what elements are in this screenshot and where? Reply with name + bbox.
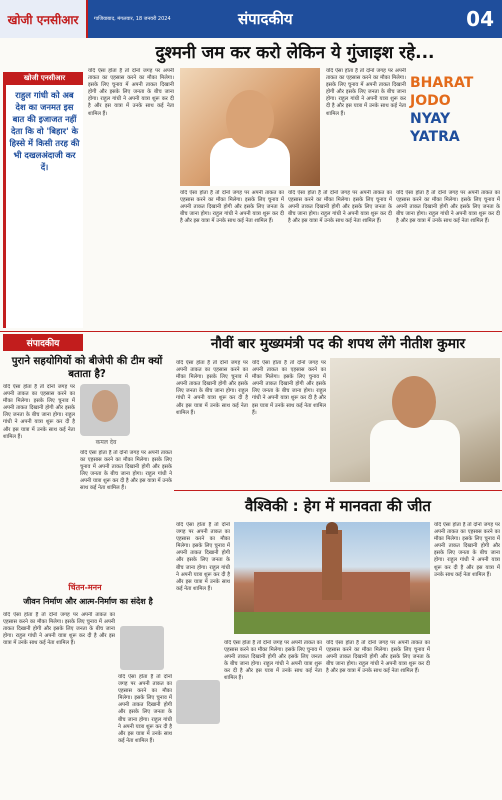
editorial-title: पुराने सहयोगियों को बीजेपी की टीम क्यों बताता है? [11, 356, 163, 380]
vaishviki-column: यदि ऐसा होता है तो दोनों जगह पर अपनी ताकत का एहसास करने का मौका मिलेगा। इसके लिए चुनाव में अपनी ताकत दिखानी होगी और इसके लिए जनता के बीच जाना होगा। राहुल गांधी ने अपनी यात्रा शुरू कर दी है और इस यात्रा में उनके साथ कई नेता शामिल हैं। [176, 522, 230, 592]
divider [174, 490, 502, 491]
vaishviki-column: यदि ऐसा होता है तो दोनों जगह पर अपनी ताकत का एहसास करने का मौका मिलेगा। इसके लिए चुनाव में अपनी ताकत दिखानी होगी और इसके लिए जनता के बीच जाना होगा। राहुल गांधी ने अपनी यात्रा शुरू कर दी है और इस यात्रा में उनके साथ कई नेता शामिल हैं। [326, 640, 430, 675]
bharat-jodo-nyay-yatra-logo: BHARAT JODO NYAY YATRA [410, 75, 474, 145]
main-headline: दुश्मनी जम कर करो लेकिन ये गुंजाइश रहे... [155, 43, 435, 63]
author-photo [176, 680, 220, 724]
chintan-column: यदि ऐसा होता है तो दोनों जगह पर अपनी ताकत का एहसास करने का मौका मिलेगा। इसके लिए चुनाव में अपनी ताकत दिखानी होगी और इसके लिए जनता के बीच जाना होगा। राहुल गांधी ने अपनी यात्रा शुरू कर दी है और इस यात्रा में उनके साथ कई नेता शामिल हैं। [118, 674, 172, 744]
author-photo [120, 626, 164, 670]
divider [0, 331, 502, 332]
chintan-title: जीवन निर्माण और आत्म-निर्माण का संदेश है [23, 597, 153, 606]
vaishviki-column: यदि ऐसा होता है तो दोनों जगह पर अपनी ताकत का एहसास करने का मौका मिलेगा। इसके लिए चुनाव में अपनी ताकत दिखानी होगी और इसके लिए जनता के बीच जाना होगा। राहुल गांधी ने अपनी यात्रा शुरू कर दी है और इस यात्रा में उनके साथ कई नेता शामिल हैं। [224, 640, 322, 682]
sidebar-text: राहुल गांधी को अब देश का जनमत इस बात की इजाजत नहीं देता कि वो 'बिहार' के हिस्से में किसी तरह की भी दखलअंदाजी कर दें। [9, 90, 80, 172]
story-column: यदि ऐसा होता है तो दोनों जगह पर अपनी ताकत का एहसास करने का मौका मिलेगा। इसके लिए चुनाव में अपनी ताकत दिखानी होगी और इसके लिए जनता के बीच जाना होगा। राहुल गांधी ने अपनी यात्रा शुरू कर दी है और इस यात्रा में उनके साथ कई नेता शामिल हैं। [180, 190, 284, 225]
page-number: 04 [466, 7, 494, 31]
chintan-tag: चिंतन-मनन [68, 583, 102, 592]
nitish-column: यदि ऐसा होता है तो दोनों जगह पर अपनी ताकत का एहसास करने का मौका मिलेगा। इसके लिए चुनाव में अपनी ताकत दिखानी होगी और इसके लिए जनता के बीच जाना होगा। राहुल गांधी ने अपनी यात्रा शुरू कर दी है और इस यात्रा में उनके साथ कई नेता शामिल हैं। [252, 360, 326, 416]
section-title: संपादकीय [238, 10, 293, 28]
paper-logo: खोजी एनसीआर [0, 0, 88, 38]
main-story [88, 68, 500, 330]
vaishviki-headline: वैश्विकी : हेग में मानवता की जीत [245, 497, 431, 515]
peace-palace-photo [234, 522, 430, 634]
story-column: यदि ऐसा होता है तो दोनों जगह पर अपनी ताकत का एहसास करने का मौका मिलेगा। इसके लिए चुनाव में अपनी ताकत दिखानी होगी और इसके लिए जनता के बीच जाना होगा। राहुल गांधी ने अपनी यात्रा शुरू कर दी है और इस यात्रा में उनके साथ कई नेता शामिल हैं। [396, 190, 500, 225]
author-name: कमल देव [95, 439, 117, 446]
rahul-photo [180, 68, 320, 186]
vaishviki-column: यदि ऐसा होता है तो दोनों जगह पर अपनी ताकत का एहसास करने का मौका मिलेगा। इसके लिए चुनाव में अपनी ताकत दिखानी होगी और इसके लिए जनता के बीच जाना होगा। राहुल गांधी ने अपनी यात्रा शुरू कर दी है और इस यात्रा में उनके साथ कई नेता शामिल हैं। [434, 522, 500, 578]
nitish-photo [330, 358, 500, 482]
page-header [0, 0, 502, 38]
nitish-column: यदि ऐसा होता है तो दोनों जगह पर अपनी ताकत का एहसास करने का मौका मिलेगा। इसके लिए चुनाव में अपनी ताकत दिखानी होगी और इसके लिए जनता के बीच जाना होगा। राहुल गांधी ने अपनी यात्रा शुरू कर दी है और इस यात्रा में उनके साथ कई नेता शामिल हैं। [176, 360, 248, 416]
author-photo [80, 384, 130, 436]
sidebar-box [3, 72, 83, 328]
chintan-column: यदि ऐसा होता है तो दोनों जगह पर अपनी ताकत का एहसास करने का मौका मिलेगा। इसके लिए चुनाव में अपनी ताकत दिखानी होगी और इसके लिए जनता के बीच जाना होगा। राहुल गांधी ने अपनी यात्रा शुरू कर दी है और इस यात्रा में उनके साथ कई नेता शामिल हैं। [3, 612, 115, 647]
editorial-column: यदि ऐसा होता है तो दोनों जगह पर अपनी ताकत का एहसास करने का मौका मिलेगा। इसके लिए चुनाव में अपनी ताकत दिखानी होगी और इसके लिए जनता के बीच जाना होगा। राहुल गांधी ने अपनी यात्रा शुरू कर दी है और इस यात्रा में उनके साथ कई नेता शामिल हैं। [3, 384, 75, 440]
nitish-headline: नौवीं बार मुख्यमंत्री पद की शपथ लेंगे नीतीश कुमार [210, 336, 466, 352]
editorial-column: यदि ऐसा होता है तो दोनों जगह पर अपनी ताकत का एहसास करने का मौका मिलेगा। इसके लिए चुनाव में अपनी ताकत दिखानी होगी और इसके लिए जनता के बीच जाना होगा। राहुल गांधी ने अपनी यात्रा शुरू कर दी है और इस यात्रा में उनके साथ कई नेता शामिल हैं। [80, 450, 172, 492]
story-column: यदि ऐसा होता है तो दोनों जगह पर अपनी ताकत का एहसास करने का मौका मिलेगा। इसके लिए चुनाव में अपनी ताकत दिखानी होगी और इसके लिए जनता के बीच जाना होगा। राहुल गांधी ने अपनी यात्रा शुरू कर दी है और इस यात्रा में उनके साथ कई नेता शामिल हैं। [288, 190, 392, 225]
story-column: यदि ऐसा होता है तो दोनों जगह पर अपनी ताकत का एहसास करने का मौका मिलेगा। इसके लिए चुनाव में अपनी ताकत दिखानी होगी और इसके लिए जनता के बीच जाना होगा। राहुल गांधी ने अपनी यात्रा शुरू कर दी है और इस यात्रा में उनके साथ कई नेता शामिल हैं। [88, 68, 174, 117]
story-column: यदि ऐसा होता है तो दोनों जगह पर अपनी ताकत का एहसास करने का मौका मिलेगा। इसके लिए चुनाव में अपनी ताकत दिखानी होगी और इसके लिए जनता के बीच जाना होगा। राहुल गांधी ने अपनी यात्रा शुरू कर दी है और इस यात्रा में उनके साथ कई नेता शामिल हैं। [326, 68, 406, 117]
editorial-tag: संपादकीय [3, 334, 83, 351]
sidebar-title: खोजी एनसीआर [6, 72, 83, 85]
date-line: गाजियाबाद, मंगलवार, 18 जनवरी 2024 [94, 15, 171, 22]
